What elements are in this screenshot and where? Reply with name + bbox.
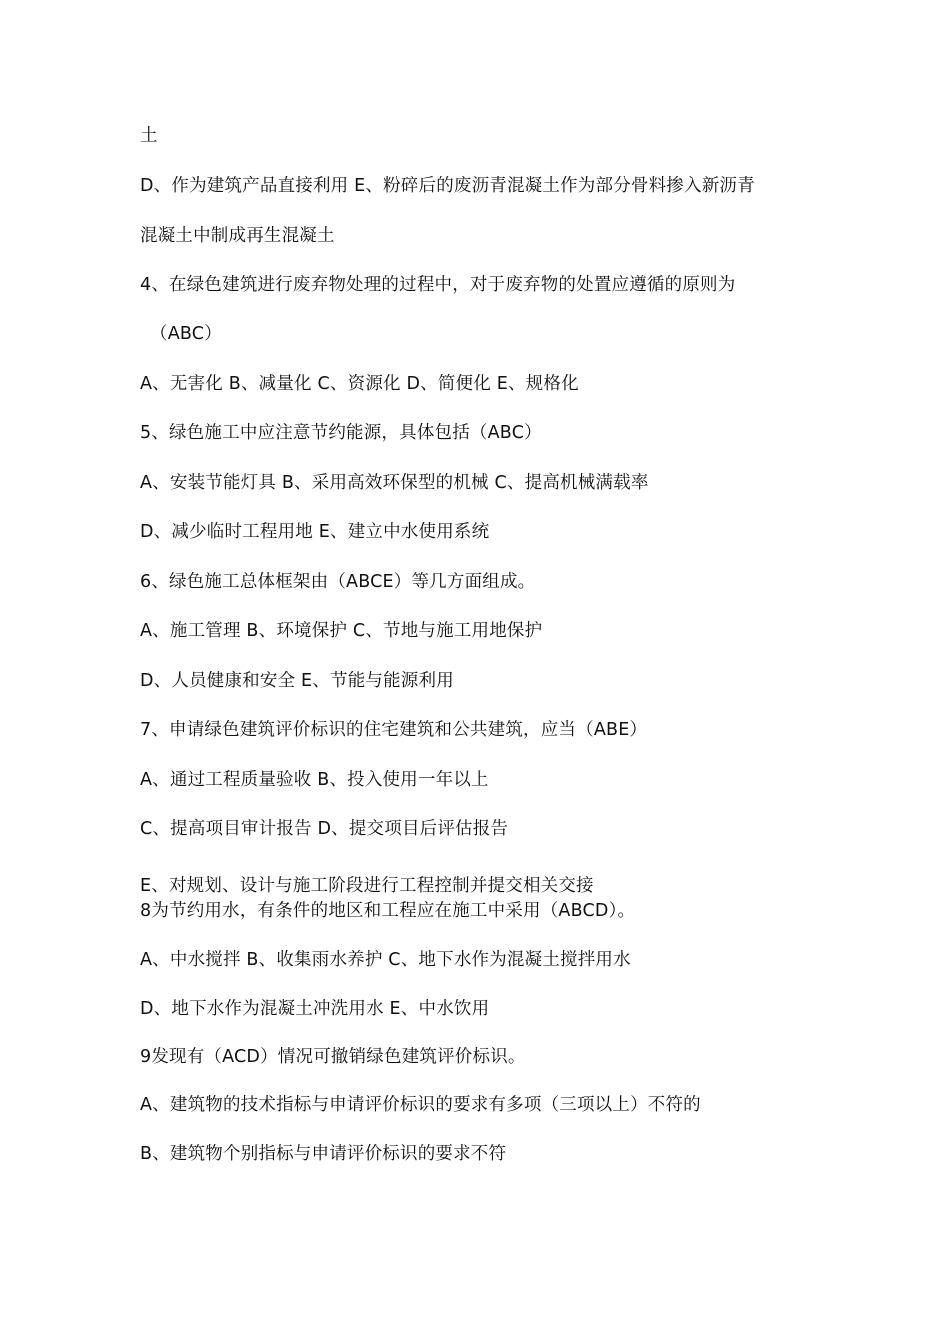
question-6-options-2: D、人员健康和安全 E、节能与能源利用 bbox=[140, 671, 454, 691]
question-4: 4、在绿色建筑进行废弃物处理的过程中，对于废弃物的处置应遵循的原则为 bbox=[140, 275, 736, 295]
question-4-options: A、无害化 B、减量化 C、资源化 D、简便化 E、规格化 bbox=[140, 374, 579, 394]
question-8: 8为节约用水，有条件的地区和工程应在施工中采用（ABCD）。 bbox=[140, 901, 636, 921]
question-7: 7、申请绿色建筑评价标识的住宅建筑和公共建筑，应当（ABE） bbox=[140, 720, 648, 740]
text-line-1: 土 bbox=[140, 126, 158, 146]
text-line-2: D、作为建筑产品直接利用 E、粉碎后的废沥青混凝土作为部分骨料掺入新沥青 bbox=[140, 176, 755, 196]
question-9-option-b: B、建筑物个别指标与申请评价标识的要求不符 bbox=[140, 1144, 507, 1164]
question-9: 9发现有（ACD）情况可撤销绿色建筑评价标识。 bbox=[140, 1047, 526, 1067]
question-5-options-2: D、减少临时工程用地 E、建立中水使用系统 bbox=[140, 522, 490, 542]
question-6: 6、绿色施工总体框架由（ABCE）等几方面组成。 bbox=[140, 572, 536, 592]
question-6-options-1: A、施工管理 B、环境保护 C、节地与施工用地保护 bbox=[140, 621, 543, 641]
question-7-options-1: A、通过工程质量验收 B、投入使用一年以上 bbox=[140, 770, 489, 790]
question-7-options-2: C、提高项目审计报告 D、提交项目后评估报告 bbox=[140, 819, 509, 839]
question-5-options-1: A、安装节能灯具 B、采用高效环保型的机械 C、提高机械满载率 bbox=[140, 473, 649, 493]
question-9-option-a: A、建筑物的技术指标与申请评价标识的要求有多项（三项以上）不符的 bbox=[140, 1095, 701, 1115]
question-4-answer: （ABC） bbox=[150, 324, 222, 344]
question-7-options-3: E、对规划、设计与施工阶段进行工程控制并提交相关交接 bbox=[140, 876, 594, 896]
question-8-options-1: A、中水搅拌 B、收集雨水养护 C、地下水作为混凝土搅拌用水 bbox=[140, 950, 631, 970]
question-8-options-2: D、地下水作为混凝土冲洗用水 E、中水饮用 bbox=[140, 999, 490, 1019]
text-line-3: 混凝土中制成再生混凝土 bbox=[140, 226, 335, 246]
question-5: 5、绿色施工中应注意节约能源，具体包括（ABC） bbox=[140, 423, 542, 443]
